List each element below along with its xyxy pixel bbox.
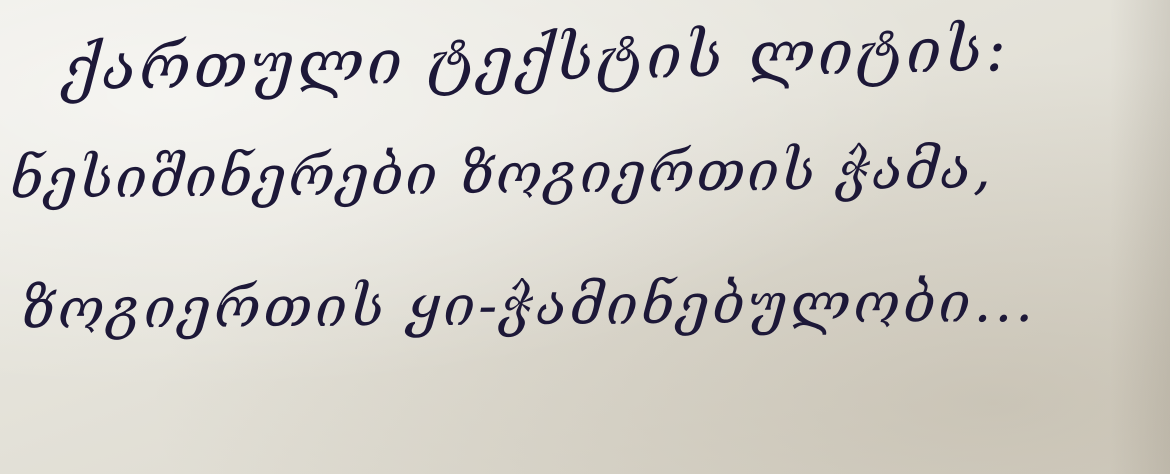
handwritten-line-1: ქართული ტექსტის ლიტის: xyxy=(61,12,1010,105)
handwritten-line-2: ნესიშინერები ზოგიერთის ჭამა, xyxy=(9,136,993,212)
handwritten-line-3: ზოგიერთის ყი-ჭამინებულობი... xyxy=(19,269,1037,342)
